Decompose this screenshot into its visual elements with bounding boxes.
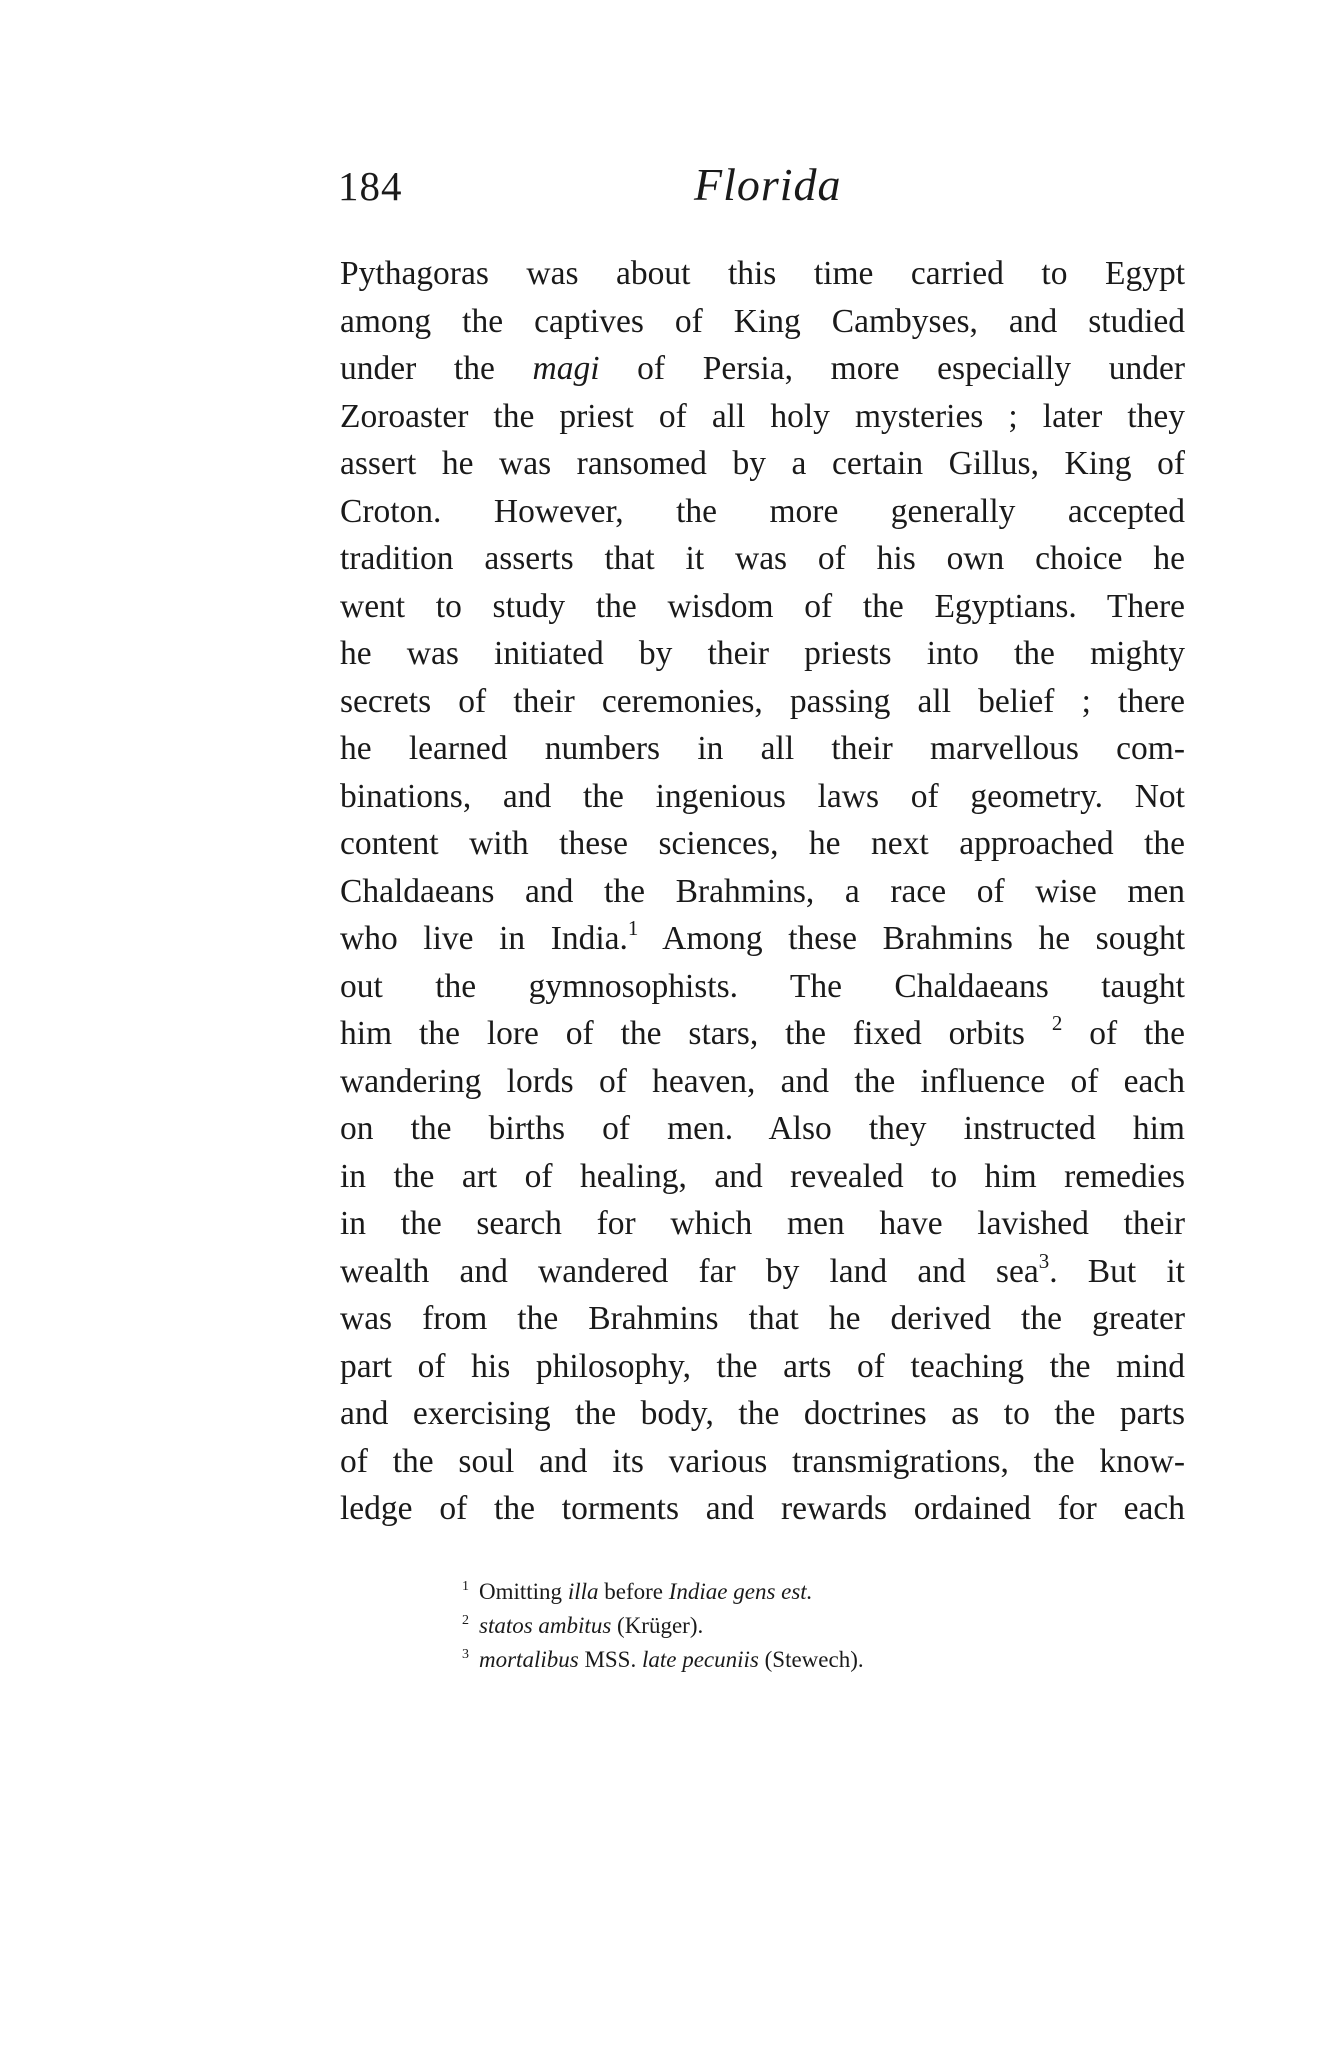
footnote: [462, 1575, 1162, 1609]
footnote-italic-text: Indiae gens est.: [668, 1579, 813, 1604]
text-line: [340, 583, 1185, 631]
text-line: [340, 1343, 1185, 1391]
text-line: [340, 1485, 1185, 1533]
text-segment: and exercising the body, the doctrines as to the parts: [340, 1395, 1185, 1432]
text-segment: under the: [340, 350, 533, 387]
text-segment: in the art of healing, and revealed to him remedies: [340, 1157, 1185, 1195]
text-line: [340, 1438, 1185, 1486]
text-segment: Among these Brahmins he sought: [638, 920, 1185, 957]
text-segment: of Persia, more especially under: [599, 350, 1185, 387]
body-text: [340, 250, 1185, 1533]
text-line: [340, 1295, 1185, 1343]
footnote-reference: 2: [1051, 1011, 1063, 1035]
text-segment: on the births of men. Also they instructed him: [340, 1110, 1185, 1147]
text-segment: he was initiated by their priests into the mighty: [340, 635, 1185, 672]
text-segment: Zoroaster the priest of all holy mysteries ; later they: [340, 397, 1185, 435]
text-segment: wealth and wandered far by land and sea: [340, 1252, 1039, 1290]
text-line: [340, 1105, 1185, 1153]
footnote-italic-text: late pecuniis: [641, 1647, 759, 1672]
footnote-italic-text: mortalibus: [479, 1647, 579, 1672]
text-line: [340, 915, 1185, 963]
text-line: [340, 773, 1185, 821]
footnote-text: MSS.: [578, 1647, 642, 1672]
footnote-text: (Stewech).: [758, 1647, 864, 1672]
text-segment: Croton. However, the more generally accepted: [340, 492, 1185, 530]
footnote: [462, 1643, 1162, 1677]
text-segment: who live in India.: [340, 920, 628, 957]
page-number: 184: [338, 163, 403, 209]
italic-text: magi: [532, 350, 600, 387]
footnote-italic-text: statos ambitus: [479, 1613, 612, 1638]
text-line: [340, 1248, 1185, 1296]
text-line: [340, 963, 1185, 1011]
text-line: [340, 393, 1185, 441]
footnote-italic-text: illa: [567, 1579, 599, 1604]
footnote-reference: 3: [1038, 1248, 1050, 1273]
text-segment: out the gymnosophists. The Chaldaeans taught: [340, 967, 1185, 1005]
text-line: [340, 440, 1185, 488]
text-segment: binations, and the ingenious laws of geometry. Not: [340, 777, 1185, 815]
text-segment: Pythagoras was about this time carried to Egypt: [340, 255, 1185, 292]
text-segment: of the: [1062, 1015, 1185, 1052]
footnotes: [462, 1575, 1162, 1677]
footnote-number: 2: [462, 1613, 469, 1628]
text-line: [340, 1200, 1185, 1248]
text-line: [340, 1058, 1185, 1106]
text-line: [340, 630, 1185, 678]
footnote: [462, 1609, 1162, 1643]
text-segment: ledge of the torments and rewards ordained for each: [340, 1490, 1185, 1527]
text-line: [340, 345, 1185, 393]
text-segment: part of his philosophy, the arts of teaching the mind: [340, 1347, 1185, 1385]
text-line: [340, 868, 1185, 916]
text-segment: tradition asserts that it was of his own choice he: [340, 540, 1185, 577]
text-segment: secrets of their ceremonies, passing all belief ; there: [340, 682, 1185, 720]
text-segment: in the search for which men have lavished their: [340, 1205, 1185, 1242]
footnote-text: before: [598, 1579, 669, 1604]
running-title: Florida: [694, 159, 842, 210]
text-line: [340, 1390, 1185, 1438]
footnote-number: 1: [462, 1579, 469, 1594]
footnote-text: (Krüger).: [611, 1613, 704, 1638]
text-segment: he learned numbers in all their marvellous com-: [340, 730, 1185, 767]
text-line: [340, 820, 1185, 868]
text-segment: wandering lords of heaven, and the influence of each: [340, 1062, 1185, 1100]
page-header: [338, 159, 1178, 232]
text-segment: assert he was ransomed by a certain Gillus, King of: [340, 445, 1185, 482]
text-segment: among the captives of King Cambyses, and studied: [340, 302, 1185, 340]
text-segment: of the soul and its various transmigrations, the know-: [340, 1442, 1185, 1480]
footnote-text: Omitting: [479, 1579, 568, 1604]
text-line: [340, 678, 1185, 726]
text-segment: went to study the wisdom of the Egyptians. There: [340, 587, 1185, 625]
text-line: [340, 1010, 1185, 1058]
text-segment: Chaldaeans and the Brahmins, a race of wise men: [340, 872, 1185, 910]
text-line: [340, 535, 1185, 583]
text-line: [340, 250, 1185, 298]
footnote-number: 3: [462, 1647, 469, 1662]
text-line: [340, 298, 1185, 346]
text-line: [340, 488, 1185, 536]
text-segment: him the lore of the stars, the fixed orbits: [340, 1015, 1052, 1052]
text-segment: content with these sciences, he next approached the: [340, 825, 1185, 862]
text-segment: . But it: [1049, 1252, 1185, 1290]
text-line: [340, 1153, 1185, 1201]
footnote-reference: 1: [627, 916, 639, 940]
text-segment: was from the Brahmins that he derived the greater: [340, 1300, 1185, 1337]
text-line: [340, 725, 1185, 773]
